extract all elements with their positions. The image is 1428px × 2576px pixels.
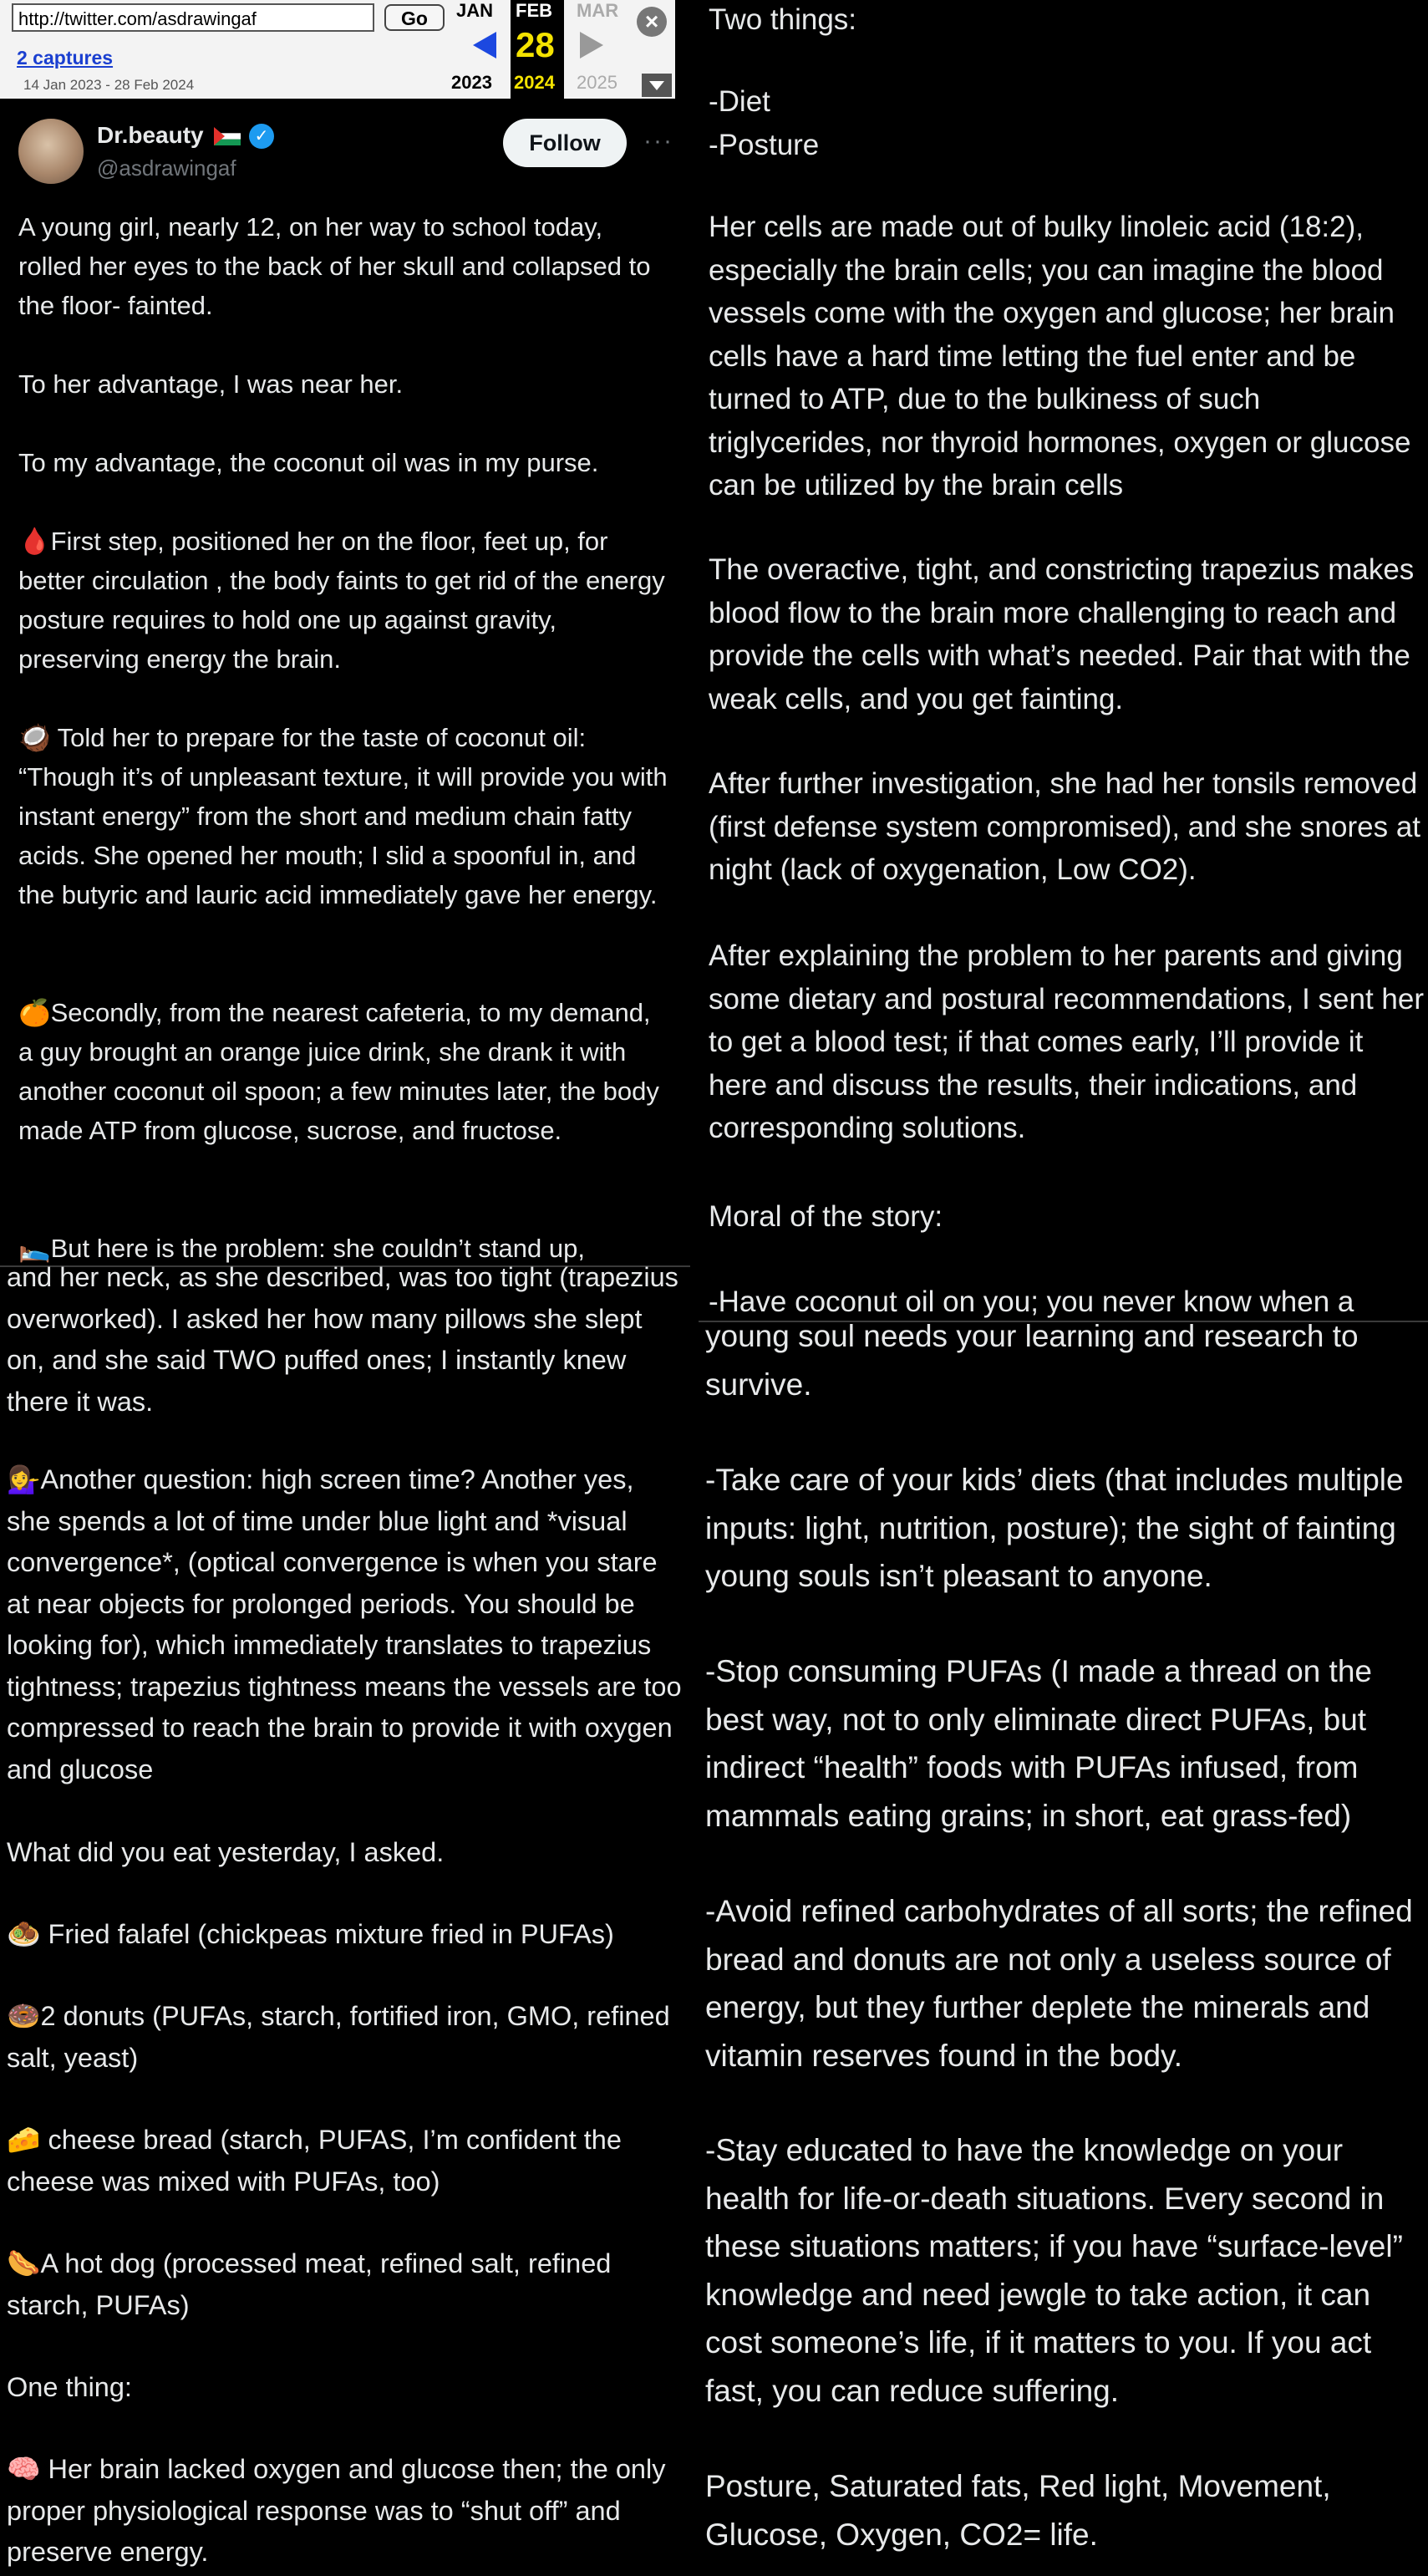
tweet-paragraph: After explaining the problem to her parents and giving some dietary and postural recommendations, I sent her to get a blood test; if that comes early, I’ll provide it here and discuss the results, their indications, and corresponding solutions. xyxy=(709,939,1424,1144)
tweet-paragraph: 🌭A hot dog (processed meat, refined salt, refined starch, PUFAs) xyxy=(7,2248,612,2320)
wayback-toolbar xyxy=(0,0,675,99)
tweet-paragraph: young soul needs your learning and research to survive. xyxy=(705,1319,1359,1402)
url-input[interactable]: http://twitter.com/asdrawingaf xyxy=(12,3,374,32)
tweet-paragraph: What did you eat yesterday, I asked. xyxy=(7,1837,445,1867)
tweet-paragraph: Moral of the story: xyxy=(709,1200,943,1233)
tweet-paragraph: -Have coconut oil on you; you never know when a xyxy=(709,1285,1354,1318)
tweet-paragraph: 🩸First step, positioned her on the floor, feet up, for better circulation , the body faints to get rid of the energy posture requires to hold one up against gravity, preserving energy the brain. xyxy=(18,527,665,674)
tweet-paragraph: One thing: xyxy=(7,2372,132,2402)
current-month-label: FEB xyxy=(516,0,552,21)
user-handle[interactable]: @asdrawingaf xyxy=(97,155,236,181)
tweet-paragraph: 🛌But here is the problem: she couldn’t stand up, xyxy=(18,1234,585,1263)
tweet-paragraph: Two things: xyxy=(709,3,857,36)
palestine-flag-icon xyxy=(214,127,241,145)
tweet-paragraph: 💁‍♀️Another question: high screen time? Another yes, she spends a lot of time under blue light and *visual convergence*, (optical convergence is when you stare at near objects for prolonged periods. You should be looking for), which immediately translates to trapezius tightness; trapezius tightness means the vessels are too compressed to reach the brain to provide it with oxygen and glucose xyxy=(7,1464,682,1784)
tweet-paragraph: 🧠 Her brain lacked oxygen and glucose then; the only proper physiological response was to “shut off” and preserve energy. xyxy=(7,2454,666,2567)
tweet-paragraph: 🧆 Fried falafel (chickpeas mixture fried in PUFAs) xyxy=(7,1919,614,1949)
prev-year-label[interactable]: 2023 xyxy=(451,72,492,93)
tweet-paragraph: -Take care of your kids’ diets (that includes multiple inputs: light, nutrition, posture); the sight of fainting young souls isn’t pleasant to anyone. xyxy=(705,1463,1404,1593)
tweet-paragraph: and her neck, as she described, was too tight (trapezius overworked). I asked her how many pillows she slept on, and she said TWO puffed ones; I instantly knew there it was. xyxy=(7,1262,678,1416)
tweet-paragraph: 🧀 cheese bread (starch, PUFAS, I’m confident the cheese was mixed with PUFAs, too) xyxy=(7,2125,622,2197)
avatar[interactable] xyxy=(18,119,84,184)
tweet-paragraph: -Avoid refined carbohydrates of all sorts; the refined bread and donuts are not only a useless source of energy, but they further deplete the minerals and vitamin reserves found in the body. xyxy=(705,1894,1413,2073)
current-day-label: 28 xyxy=(516,25,555,64)
prev-capture-arrow-icon[interactable] xyxy=(473,32,496,59)
prev-month-label[interactable]: JAN xyxy=(456,0,494,21)
close-icon[interactable]: × xyxy=(637,7,667,37)
follow-button[interactable]: Follow xyxy=(503,119,627,167)
current-year-label: 2024 xyxy=(514,72,555,93)
next-month-label: MAR xyxy=(577,0,619,21)
tweet-paragraph: To her advantage, I was near her. xyxy=(18,369,404,399)
next-capture-arrow-icon xyxy=(580,32,603,59)
tweet-paragraph: The overactive, tight, and constricting trapezius makes blood flow to the brain more challenging to reach and provide the cells with what’s needed. Pair that with the weak cells, and you get fainting. xyxy=(709,553,1415,715)
go-button[interactable]: Go xyxy=(384,4,445,31)
next-year-label: 2025 xyxy=(577,72,617,93)
tweet-paragraph: To my advantage, the coconut oil was in my purse. xyxy=(18,448,599,477)
tweet-paragraph: 🍩2 donuts (PUFAs, starch, fortified iron, GMO, refined salt, yeast) xyxy=(7,2001,670,2073)
tweet-paragraph: A young girl, nearly 12, on her way to school today, rolled her eyes to the back of her skull and collapsed to the floor- fainted. xyxy=(18,212,651,320)
tweet-paragraph: -Diet -Posture xyxy=(709,85,820,161)
capture-date-range: 14 Jan 2023 - 28 Feb 2024 xyxy=(23,77,195,93)
tweet-paragraph: -Stop consuming PUFAs (I made a thread on the best way, not to only eliminate direct PUFAs, but indirect “health” foods with PUFAs infused, from mammals eating grains; in short, eat grass-fed) xyxy=(705,1654,1372,1833)
tweet-paragraph: 🥥 Told her to prepare for the taste of coconut oil: “Though it’s of unpleasant texture, it will provide you with instant energy” from the short and medium chain fatty acids. She opened her mouth; I slid a spoonful in, and the butyric and lauric acid immediately gave her energy. xyxy=(18,723,668,909)
display-name[interactable]: Dr.beauty xyxy=(97,122,204,148)
expand-icon[interactable] xyxy=(642,74,672,97)
tweet-paragraph: Her cells are made out of bulky linoleic acid (18:2), especially the brain cells; you can imagine the blood vessels come with the oxygen and glucose; her brain cells have a hard time letting the fuel enter and be turned to ATP, due to the bulkiness of such triglycerides, nor thyroid hormones, oxygen or glucose can be utilized by the brain cells xyxy=(709,211,1411,501)
tweet-paragraph: 🍊Secondly, from the nearest cafeteria, to my demand, a guy brought an orange juice drink, she drank it with another coconut oil spoon; a few minutes later, the body made ATP from glucose, sucrose, and fructose. xyxy=(18,998,659,1145)
tweet-paragraph: -Stay educated to have the knowledge on your health for life-or-death situations. Every second in these situations matters; if you have “surface-level” knowledge and need jewgle to take action, it can cost someone’s life, if it matters to you. If you act fast, you can reduce suffering. xyxy=(705,2133,1403,2408)
verified-badge-icon: ✓ xyxy=(249,124,274,149)
more-options-icon[interactable]: ··· xyxy=(643,127,673,155)
captures-link[interactable]: 2 captures xyxy=(17,47,114,69)
tweet-paragraph: Posture, Saturated fats, Red light, Movement, Glucose, Oxygen, CO2= life. xyxy=(705,2469,1331,2552)
tweet-paragraph: After further investigation, she had her tonsils removed (first defense system compromised), and she snores at night (lack of oxygenation, Low CO2). xyxy=(709,767,1421,886)
